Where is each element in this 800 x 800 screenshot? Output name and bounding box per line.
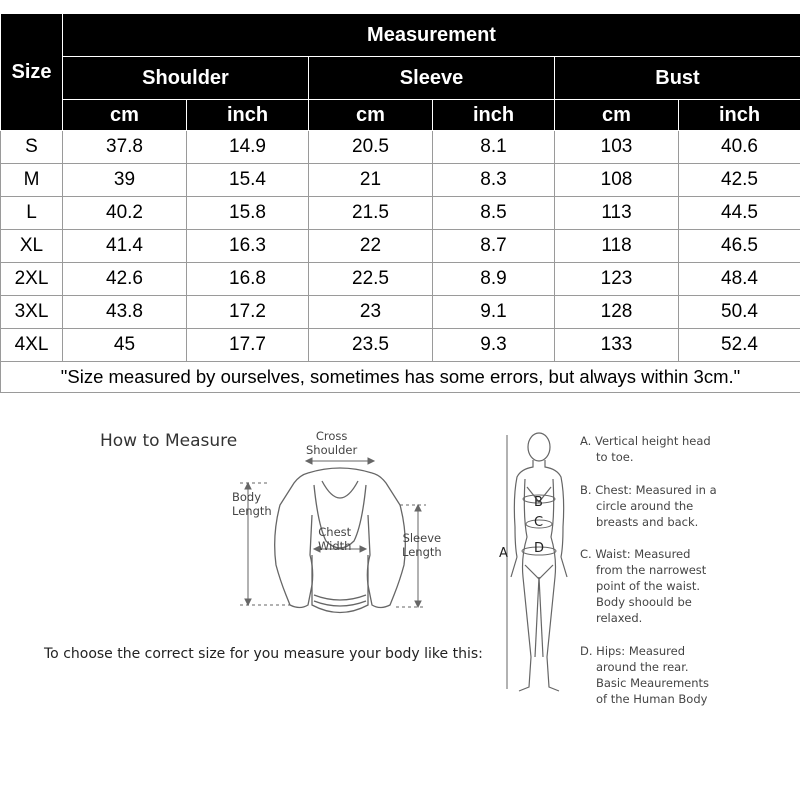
table-row: [1, 263, 800, 296]
sleeve-header: Sleeve: [309, 57, 555, 100]
measurement-cell: 20.5: [309, 131, 433, 164]
unit-header: cm: [309, 100, 433, 131]
note-row: [1, 362, 800, 393]
measurement-cell: 8.1: [433, 131, 555, 164]
size-cell: S: [1, 131, 63, 164]
legend-line: around the rear.: [596, 660, 689, 674]
measure-guide: [0, 415, 800, 800]
measurement-cell: 50.4: [679, 296, 800, 329]
body-length-label-line: Length: [232, 504, 272, 518]
chest-width-label-line: Chest: [318, 525, 352, 539]
shoulder-header: Shoulder: [63, 57, 309, 100]
measurement-cell: 9.1: [433, 296, 555, 329]
measurement-cell: 108: [555, 164, 679, 197]
measurement-cell: 23.5: [309, 329, 433, 362]
measurement-cell: 15.8: [187, 197, 309, 230]
measurement-cell: 118: [555, 230, 679, 263]
body-letter-d: D: [534, 541, 545, 556]
legend-line: breasts and back.: [596, 515, 699, 529]
measurement-cell: 9.3: [433, 329, 555, 362]
measurement-cell: 17.7: [187, 329, 309, 362]
measurement-cell: 42.6: [63, 263, 187, 296]
legend-line: point of the waist.: [596, 579, 701, 593]
how-to-measure-title: How to Measure: [100, 431, 238, 451]
header-row-units: [1, 100, 800, 131]
legend-c: [580, 546, 740, 626]
legend-b: [580, 482, 740, 530]
table-row: [1, 164, 800, 197]
legend-line: B. Chest: Measured in a: [580, 483, 717, 497]
measurement-cell: 40.6: [679, 131, 800, 164]
measurement-cell: 16.3: [187, 230, 309, 263]
legend-line: to toe.: [596, 450, 634, 464]
table-row: [1, 296, 800, 329]
body-length-label-line: Body: [232, 490, 262, 504]
measurement-cell: 8.3: [433, 164, 555, 197]
legend-line: of the Human Body: [596, 692, 708, 706]
table-row: [1, 329, 800, 362]
choose-size-instruction: To choose the correct size for you measure your body like this:: [44, 646, 483, 662]
legend-line: A. Vertical height head: [580, 434, 711, 448]
table-row: [1, 131, 800, 164]
legend-line: C. Waist: Measured: [580, 547, 691, 561]
legend-line: D. Hips: Measured: [580, 644, 686, 658]
measurement-cell: 52.4: [679, 329, 800, 362]
unit-header: cm: [555, 100, 679, 131]
legend-d: [580, 643, 740, 707]
cross-shoulder-label-line: Cross: [315, 429, 348, 443]
measurement-cell: 17.2: [187, 296, 309, 329]
size-cell: 3XL: [1, 296, 63, 329]
measurement-cell: 21: [309, 164, 433, 197]
body-letter-a: A: [499, 546, 508, 561]
measurement-cell: 44.5: [679, 197, 800, 230]
measurement-cell: 15.4: [187, 164, 309, 197]
legend-line: Body shoould be: [596, 595, 692, 609]
unit-header: inch: [679, 100, 800, 131]
chest-width-label: [318, 525, 351, 553]
measurement-cell: 39: [63, 164, 187, 197]
measurement-cell: 41.4: [63, 230, 187, 263]
measurement-cell: 8.5: [433, 197, 555, 230]
measurement-cell: 16.8: [187, 263, 309, 296]
measurement-cell: 14.9: [187, 131, 309, 164]
unit-header: inch: [433, 100, 555, 131]
legend-line: circle around the: [596, 499, 694, 513]
measurement-cell: 8.7: [433, 230, 555, 263]
measurement-cell: 8.9: [433, 263, 555, 296]
table-row: [1, 197, 800, 230]
table-row: [1, 230, 800, 263]
size-cell: M: [1, 164, 63, 197]
legend-line: from the narrowest: [596, 563, 707, 577]
measurement-cell: 113: [555, 197, 679, 230]
size-cell: XL: [1, 230, 63, 263]
measurement-cell: 45: [63, 329, 187, 362]
unit-header: inch: [187, 100, 309, 131]
measurement-cell: 22.5: [309, 263, 433, 296]
cross-shoulder-label: [306, 429, 357, 457]
size-cell: L: [1, 197, 63, 230]
body-letter-c: C: [534, 515, 544, 530]
size-cell: 4XL: [1, 329, 63, 362]
human-body-diagram-icon: [497, 427, 587, 697]
measurement-cell: 40.2: [63, 197, 187, 230]
measurement-cell: 46.5: [679, 230, 800, 263]
body-length-label: [232, 490, 272, 518]
measurement-cell: 37.8: [63, 131, 187, 164]
measurement-cell: 23: [309, 296, 433, 329]
sleeve-length-label: [402, 531, 442, 559]
measurement-cell: 22: [309, 230, 433, 263]
measurement-header: Measurement: [63, 14, 800, 57]
legend-line: relaxed.: [596, 611, 643, 625]
size-chart-table: [0, 13, 800, 393]
measurement-cell: 48.4: [679, 263, 800, 296]
legend-a: [580, 433, 740, 465]
header-row-groups: [1, 57, 800, 100]
measurement-cell: 43.8: [63, 296, 187, 329]
chest-width-label-line: Width: [318, 539, 352, 553]
sleeve-length-label-line: Length: [402, 545, 442, 559]
measurement-cell: 128: [555, 296, 679, 329]
measurement-cell: 21.5: [309, 197, 433, 230]
body-letter-b: B: [534, 495, 543, 510]
measurement-cell: 103: [555, 131, 679, 164]
header-row-top: [1, 14, 800, 57]
size-column-header: Size: [1, 14, 63, 131]
size-note: "Size measured by ourselves, sometimes has some errors, but always within 3cm.": [1, 362, 800, 393]
measurement-cell: 133: [555, 329, 679, 362]
measurement-cell: 123: [555, 263, 679, 296]
sleeve-length-label-line: Sleeve: [402, 531, 442, 545]
measurement-cell: 42.5: [679, 164, 800, 197]
unit-header: cm: [63, 100, 187, 131]
size-cell: 2XL: [1, 263, 63, 296]
cross-shoulder-label-line: Shoulder: [306, 443, 358, 457]
legend-line: Basic Meaurements: [596, 676, 710, 690]
bust-header: Bust: [555, 57, 800, 100]
